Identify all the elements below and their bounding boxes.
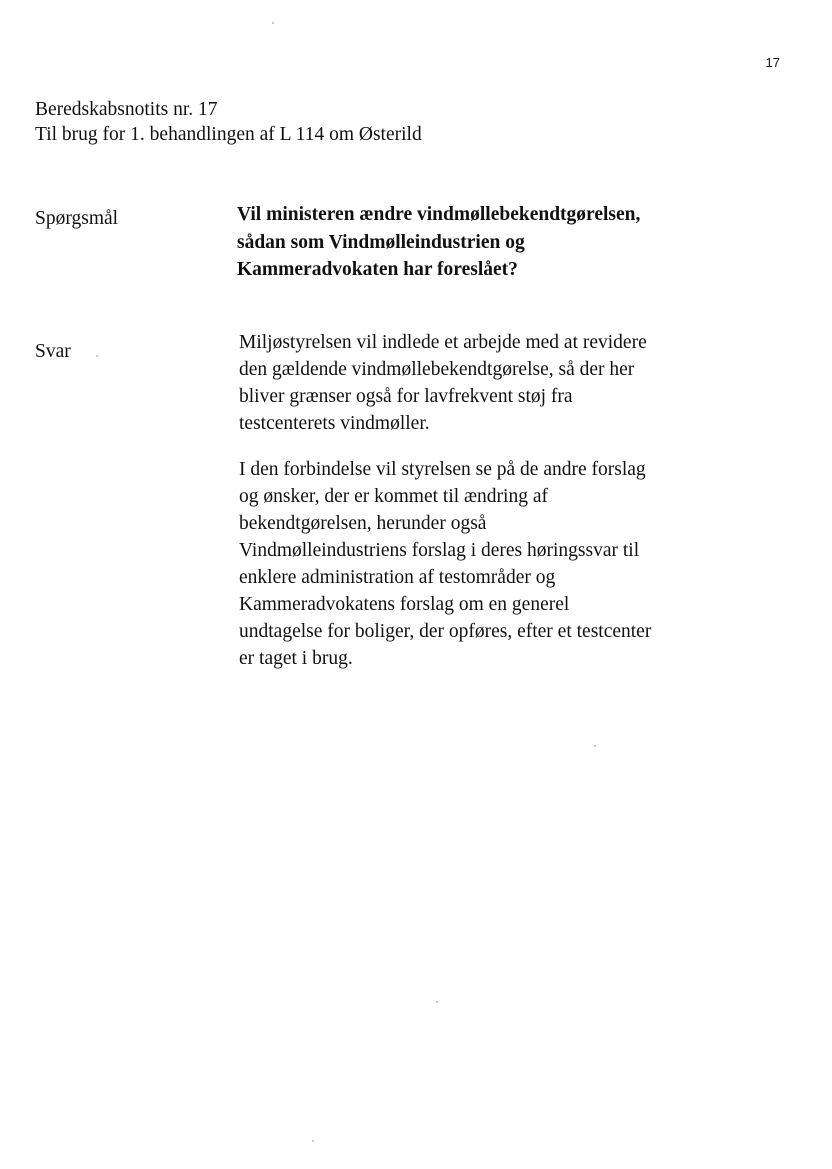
scan-speck <box>272 22 274 24</box>
answer-paragraph-2: I den forbindelse vil styrelsen se på de andre forslag og ønsker, der er kommet til ændring af bekendtgørelsen, herunder også Vindmølleindustriens forslag i deres høringssvar til enklere administration af testområder og Kammeradvokatens forslag om en generel undtagelse for boliger, der opføres, efter et testcenter er taget i brug. <box>239 459 652 669</box>
scan-speck <box>96 355 98 357</box>
question-body: Vil ministeren ændre vindmøllebekendtgørelsen, sådan som Vindmølleindustrien og Kammeradvokaten har foreslået? <box>237 204 641 280</box>
answer-paragraph-1: Miljøstyrelsen vil indlede et arbejde med at revidere den gældende vindmøllebekendtgørelse, så der her bliver grænser også for lavfrekvent støj fra testcenterets vindmøller. <box>239 332 647 434</box>
document-header <box>35 97 422 147</box>
header-subtitle: Til brug for 1. behandlingen af L 114 om Østerild <box>35 124 422 145</box>
question-text <box>237 201 737 284</box>
answer-text <box>239 329 729 691</box>
header-notice-title: Beredskabsnotits nr. 17 <box>35 99 218 120</box>
page-number: 17 <box>765 55 780 70</box>
scan-speck <box>594 745 596 747</box>
answer-label: Svar <box>35 341 71 362</box>
question-label: Spørgsmål <box>35 208 119 229</box>
scan-speck <box>436 1001 438 1003</box>
scan-speck <box>312 1140 314 1142</box>
